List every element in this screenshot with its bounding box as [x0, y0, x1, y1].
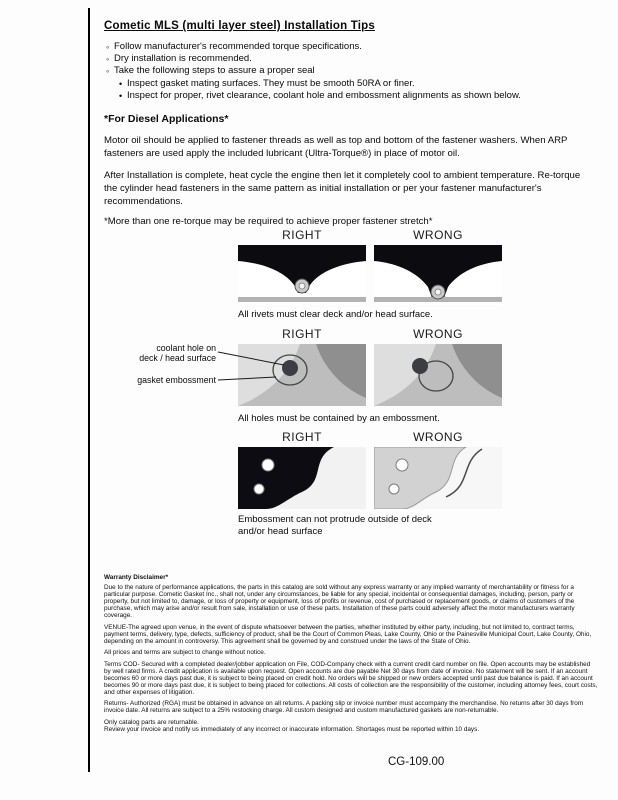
catalog-page-code: CG-109.00	[388, 756, 445, 768]
filled-bullet-icon: •	[119, 90, 123, 101]
wrong-label: WRONG	[413, 327, 463, 341]
diagram-section	[104, 224, 609, 560]
page-title: Cometic MLS (multi layer steel) Installation Tips	[104, 20, 375, 32]
tip-text: Inspect gasket mating surfaces. They must be smooth 50RA or finer.	[127, 77, 415, 89]
list-item	[119, 90, 586, 102]
callout-text: coolant hole on	[156, 343, 216, 353]
page-left-border	[88, 8, 90, 772]
disclaimer-paragraph: Terms COD- Secured with a completed dealer/jobber application on File, COD-Company check with a current credit card number on file. Open accounts may be established by well rated firms. A credit application is available upon request. Open accounts are due payable Net 30 days from date of invoice. No statement will be sent. If an account becomes 60 or more days past due, it is subject to being placed on credit hold. No orders will be shipped or new orders accepted until past due balance is paid. If an account becomes 90 or more days past due, it is subject to being placed for collections. All costs of collection are the responsibility of the customer, including attorney fees, court costs, and other expenses of litigation.	[104, 660, 598, 696]
embossment-right-diagram	[238, 447, 366, 509]
filled-bullet-icon: •	[119, 78, 123, 89]
diagram-caption: All rivets must clear deck and/or head surface.	[238, 309, 433, 320]
open-bullet-icon: ◦	[106, 66, 110, 77]
list-item	[119, 78, 586, 90]
embossment-wrong-diagram	[374, 447, 502, 509]
diagram-caption: Embossment can not protrude outside of deck and/or head surface	[238, 514, 432, 537]
wrong-label: WRONG	[413, 228, 463, 242]
disclaimer-paragraph: Due to the nature of performance applications, the parts in this catalog are sold without any express warranty or any implied warranty of merchantability or fitness for a particular purpose. Cometic Gasket Inc., shall not, under any circumstances, be liable for any special, incidental or consequential damages, including, person, party or property, but not limited to, damage, or loss of property or equipment, loss of profits or revenue, cost of purchased or replacement goods, or claims of customers of the purchase, which may arise and/or result from sale, installation or use of these parts. Installation of these parts could adversely affect the motor manufacturers warranty coverage.	[104, 584, 575, 619]
open-bullet-icon: ◦	[106, 42, 110, 52]
disclaimer-heading: Warranty Disclaimer*	[104, 574, 169, 581]
retorque-note: *More than one re-torque may be required to achieve proper fastener stretch*	[104, 216, 433, 227]
right-label: RIGHT	[282, 228, 322, 242]
tip-text: Dry installation is recommended.	[114, 53, 252, 65]
right-label: RIGHT	[282, 327, 322, 341]
list-item	[106, 53, 586, 65]
tip-text: Follow manufacturer's recommended torque specifications.	[114, 41, 362, 52]
open-bullet-icon: ◦	[106, 54, 110, 65]
diesel-applications-section	[104, 113, 582, 237]
tip-text: Take the following steps to assure a proper seal	[114, 65, 315, 77]
list-item	[106, 65, 586, 77]
installation-tips-list	[106, 41, 586, 102]
disclaimer-paragraph: Returns- Authorized (RGA) must be obtained in advance on all returns. A packing slip or invoice number must accompany the merchandise. No returns after 30 days from invoice date. All returns are subject to a 25% restocking charge. All custom designed and custom manufactured gaskets are non-returnable.	[104, 700, 584, 714]
warranty-disclaimer-section	[104, 574, 598, 733]
callout-text: deck / head surface	[139, 353, 216, 363]
disclaimer-paragraph: All prices and terms are subject to change without notice.	[104, 649, 266, 656]
right-label: RIGHT	[282, 430, 322, 444]
diesel-heading: *For Diesel Applications*	[104, 113, 229, 125]
diesel-paragraph: Motor oil should be applied to fastener threads as well as top and bottom of the fastener washers. When ARP fasteners are used apply the included lubricant (Ultra-Torque®) in place of motor oil.	[104, 135, 568, 159]
callout-leader-lines	[104, 224, 609, 560]
diagram-caption: All holes must be contained by an embossment.	[238, 413, 440, 424]
wrong-label: WRONG	[413, 430, 463, 444]
tip-text: Inspect for proper, rivet clearance, coolant hole and embossment alignments as shown below.	[127, 89, 521, 101]
disclaimer-paragraph: Only catalog parts are returnable.	[104, 718, 199, 726]
disclaimer-paragraph: Review your invoice and notify us immediately of any incorrect or inaccurate information. Shortages must be reported within 10 days.	[104, 725, 480, 733]
list-item	[106, 41, 586, 53]
callout-text: gasket embossment	[137, 375, 216, 385]
diesel-paragraph: After Installation is complete, heat cycle the engine then let it completely cool to ambient temperature. Re-torque the cylinder head fasteners in the same pattern as initial installation or per your fastener manufacturer's recommendations.	[104, 170, 581, 207]
disclaimer-paragraph: VENUE-The agreed upon venue, in the event of dispute whatsoever between the parties, whether instituted by either party, including, but not limited to, contract terms, payment terms, delivery, type, defects, sufficiency of product, shall be the Court of Common Pleas, Lake County, Ohio or the Painesville Municipal Court, Lake County, Ohio, depending on the amount in controversy. This agreement shall be governed by and construed under the laws of the State of Ohio.	[104, 623, 592, 645]
